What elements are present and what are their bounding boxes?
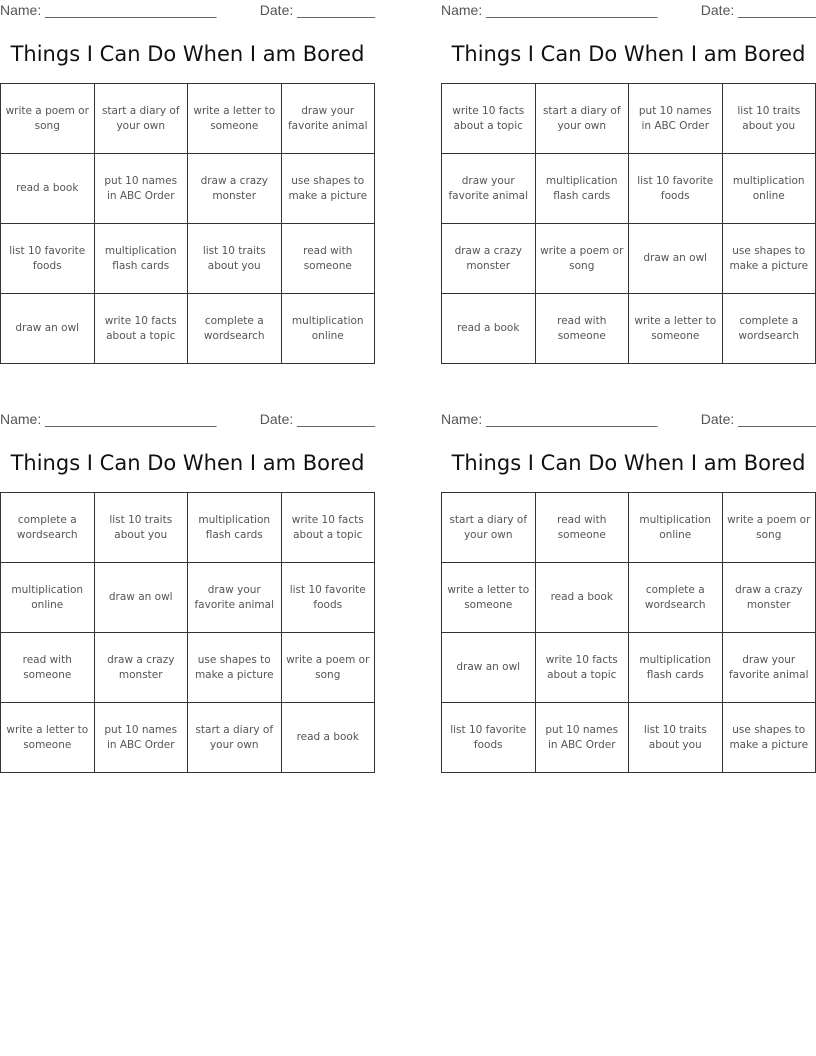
grid-cell: multiplication online [281, 294, 375, 364]
date-field-label[interactable]: Date: __________ [259, 2, 375, 18]
grid-cell: write a poem or song [722, 493, 816, 563]
grid-cell: write a letter to someone [442, 563, 536, 633]
grid-cell: complete a wordsearch [722, 294, 816, 364]
grid-cell: draw a crazy monster [188, 154, 282, 224]
grid-cell: list 10 favorite foods [442, 703, 536, 773]
grid-row [442, 493, 816, 563]
name-field-label[interactable]: Name: ______________________ [441, 2, 658, 18]
grid-cell: draw your favorite animal [722, 633, 816, 703]
grid-cell: read a book [1, 154, 95, 224]
grid-row [442, 633, 816, 703]
grid-row [1, 84, 375, 154]
grid-cell: list 10 favorite foods [281, 563, 375, 633]
grid-cell: draw a crazy monster [722, 563, 816, 633]
grid-cell: multiplication online [629, 493, 723, 563]
grid-cell: draw your favorite animal [281, 84, 375, 154]
grid-row [1, 703, 375, 773]
grid-cell: read with someone [281, 224, 375, 294]
grid-row [442, 294, 816, 364]
grid-cell: start a diary of your own [94, 84, 188, 154]
grid-cell: write 10 facts about a topic [281, 493, 375, 563]
grid-cell: complete a wordsearch [1, 493, 95, 563]
grid-cell: multiplication online [1, 563, 95, 633]
grid-cell: start a diary of your own [188, 703, 282, 773]
bingo-grid [0, 492, 375, 773]
grid-cell: write a letter to someone [188, 84, 282, 154]
grid-cell: list 10 traits about you [629, 703, 723, 773]
grid-cell: draw an owl [94, 563, 188, 633]
grid-cell: read with someone [1, 633, 95, 703]
grid-cell: write a poem or song [281, 633, 375, 703]
name-date-line [441, 411, 816, 429]
name-date-line [441, 2, 816, 20]
grid-cell: write 10 facts about a topic [94, 294, 188, 364]
grid-cell: write a letter to someone [1, 703, 95, 773]
grid-cell: draw your favorite animal [188, 563, 282, 633]
grid-cell: write 10 facts about a topic [535, 633, 629, 703]
date-field-label[interactable]: Date: __________ [700, 411, 816, 427]
grid-cell: start a diary of your own [442, 493, 536, 563]
card-title: Things I Can Do When I am Bored [451, 451, 806, 475]
grid-cell: multiplication flash cards [629, 633, 723, 703]
name-field-label[interactable]: Name: ______________________ [0, 411, 217, 427]
grid-cell: write a poem or song [535, 224, 629, 294]
grid-cell: list 10 traits about you [188, 224, 282, 294]
grid-cell: read with someone [535, 294, 629, 364]
grid-cell: use shapes to make a picture [188, 633, 282, 703]
grid-cell: draw an owl [442, 633, 536, 703]
grid-cell: list 10 traits about you [722, 84, 816, 154]
grid-cell: multiplication flash cards [188, 493, 282, 563]
grid-cell: draw your favorite animal [442, 154, 536, 224]
name-field-label[interactable]: Name: ______________________ [441, 411, 658, 427]
grid-cell: list 10 favorite foods [1, 224, 95, 294]
bingo-grid [0, 83, 375, 364]
grid-cell: multiplication online [722, 154, 816, 224]
grid-cell: put 10 names in ABC Order [629, 84, 723, 154]
grid-cell: complete a wordsearch [188, 294, 282, 364]
name-field-label[interactable]: Name: ______________________ [0, 2, 217, 18]
grid-cell: read with someone [535, 493, 629, 563]
card-title: Things I Can Do When I am Bored [451, 42, 806, 66]
grid-row [1, 633, 375, 703]
grid-cell: read a book [281, 703, 375, 773]
grid-cell: use shapes to make a picture [722, 224, 816, 294]
bingo-grid [441, 492, 816, 773]
grid-row [1, 294, 375, 364]
grid-cell: read a book [442, 294, 536, 364]
grid-row [442, 84, 816, 154]
bingo-grid [441, 83, 816, 364]
grid-cell: draw a crazy monster [442, 224, 536, 294]
grid-cell: complete a wordsearch [629, 563, 723, 633]
grid-cell: multiplication flash cards [535, 154, 629, 224]
grid-cell: multiplication flash cards [94, 224, 188, 294]
grid-cell: list 10 traits about you [94, 493, 188, 563]
bingo-card-2 [441, 0, 816, 360]
date-field-label[interactable]: Date: __________ [700, 2, 816, 18]
grid-cell: draw an owl [629, 224, 723, 294]
grid-row [1, 224, 375, 294]
grid-row [442, 563, 816, 633]
grid-row [442, 224, 816, 294]
grid-cell: put 10 names in ABC Order [535, 703, 629, 773]
grid-cell: draw an owl [1, 294, 95, 364]
card-title: Things I Can Do When I am Bored [10, 42, 365, 66]
grid-cell: put 10 names in ABC Order [94, 154, 188, 224]
card-title: Things I Can Do When I am Bored [10, 451, 365, 475]
bingo-card-4 [441, 409, 816, 769]
date-field-label[interactable]: Date: __________ [259, 411, 375, 427]
grid-cell: start a diary of your own [535, 84, 629, 154]
grid-cell: put 10 names in ABC Order [94, 703, 188, 773]
grid-row [1, 493, 375, 563]
name-date-line [0, 2, 375, 20]
grid-cell: use shapes to make a picture [722, 703, 816, 773]
grid-cell: list 10 favorite foods [629, 154, 723, 224]
grid-cell: write a poem or song [1, 84, 95, 154]
grid-cell: draw a crazy monster [94, 633, 188, 703]
grid-cell: write a letter to someone [629, 294, 723, 364]
grid-cell: write 10 facts about a topic [442, 84, 536, 154]
grid-row [442, 703, 816, 773]
grid-row [1, 563, 375, 633]
grid-cell: use shapes to make a picture [281, 154, 375, 224]
grid-row [1, 154, 375, 224]
grid-row [442, 154, 816, 224]
grid-cell: read a book [535, 563, 629, 633]
name-date-line [0, 411, 375, 429]
bingo-card-1 [0, 0, 375, 360]
bingo-card-3 [0, 409, 375, 769]
